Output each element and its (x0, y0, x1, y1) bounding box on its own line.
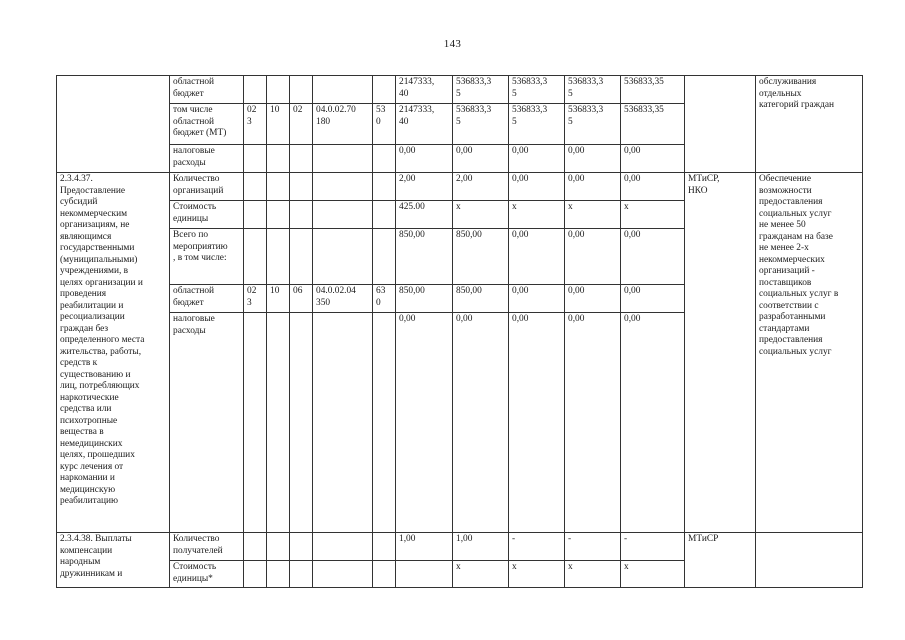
vr-cell (373, 145, 396, 173)
rz-cell (267, 561, 290, 588)
executor-cell: МТиСР, НКО (685, 173, 756, 533)
total-cell (396, 561, 453, 588)
grbs-cell (244, 201, 267, 229)
csr-cell (313, 533, 373, 561)
csr-cell: 04.0.02.04 350 (313, 285, 373, 313)
rz-cell (267, 533, 290, 561)
year-4-cell: 536833,35 (621, 76, 685, 104)
activity-cell: 2.3.4.37. Предоставление субсидий некоммерческим организациям, не являющимся государственными (муниципальными) учреждениями, в целях организации и проведения реабилитации и ресоциализации граждан без определенного места жительства, работы, средств к существованию и лиц, потребляющих наркотические средства или психотропные вещества в немедицинских целях, прошедших курс лечения от наркомании и медицинскую реабилитацию (57, 173, 170, 533)
rz-cell (267, 145, 290, 173)
total-cell: 2,00 (396, 173, 453, 201)
csr-cell (313, 76, 373, 104)
year-1-cell: 1,00 (453, 533, 509, 561)
year-3-cell: 0,00 (565, 173, 621, 201)
year-2-cell: 0,00 (509, 313, 565, 533)
budget-program-table (56, 75, 863, 588)
vr-cell: 63 0 (373, 285, 396, 313)
indicator-cell: Всего по мероприятию , в том числе: (170, 229, 244, 285)
executor-cell (685, 76, 756, 173)
vr-cell (373, 313, 396, 533)
grbs-cell (244, 173, 267, 201)
grbs-cell: 02 3 (244, 104, 267, 145)
executor-cell: МТиСР (685, 533, 756, 588)
total-cell: 2147333, 40 (396, 76, 453, 104)
table-row (57, 533, 863, 561)
indicator-cell: налоговые расходы (170, 313, 244, 533)
grbs-cell: 02 3 (244, 285, 267, 313)
csr-cell (313, 313, 373, 533)
pr-cell (290, 145, 313, 173)
rz-cell (267, 313, 290, 533)
year-2-cell: 0,00 (509, 173, 565, 201)
year-4-cell: - (621, 533, 685, 561)
csr-cell (313, 561, 373, 588)
year-2-cell: 0,00 (509, 285, 565, 313)
indicator-cell: Количество организаций (170, 173, 244, 201)
csr-cell (313, 173, 373, 201)
activity-cell (57, 76, 170, 173)
year-2-cell: х (509, 201, 565, 229)
year-2-cell: - (509, 533, 565, 561)
vr-cell (373, 229, 396, 285)
year-1-cell: 536833,3 5 (453, 76, 509, 104)
table-row (57, 76, 863, 104)
indicator-cell: областной бюджет (170, 76, 244, 104)
csr-cell (313, 145, 373, 173)
pr-cell (290, 173, 313, 201)
result-cell: Обеспечение возможности предоставления социальных услуг не менее 50 гражданам на базе не менее 2-х некоммерческих организаций - поставщиков социальных услуг в соответствии с разработанными стандартами предоставления социальных услуг (756, 173, 863, 533)
year-3-cell: 0,00 (565, 285, 621, 313)
indicator-cell: налоговые расходы (170, 145, 244, 173)
rz-cell (267, 201, 290, 229)
indicator-cell: Стоимость единицы* (170, 561, 244, 588)
total-cell: 0,00 (396, 145, 453, 173)
activity-cell: 2.3.4.38. Выплаты компенсации народным дружинникам и (57, 533, 170, 588)
year-3-cell: х (565, 201, 621, 229)
year-1-cell: 2,00 (453, 173, 509, 201)
total-cell: 850,00 (396, 285, 453, 313)
year-1-cell: х (453, 201, 509, 229)
year-4-cell: 0,00 (621, 173, 685, 201)
grbs-cell (244, 561, 267, 588)
year-1-cell: 0,00 (453, 145, 509, 173)
grbs-cell (244, 145, 267, 173)
year-2-cell: х (509, 561, 565, 588)
rz-cell: 10 (267, 104, 290, 145)
year-3-cell: 0,00 (565, 313, 621, 533)
rz-cell: 10 (267, 285, 290, 313)
table-row (57, 173, 863, 201)
year-4-cell: х (621, 561, 685, 588)
year-4-cell: 0,00 (621, 313, 685, 533)
csr-cell (313, 201, 373, 229)
year-3-cell: 0,00 (565, 145, 621, 173)
year-3-cell: 536833,3 5 (565, 104, 621, 145)
year-2-cell: 536833,3 5 (509, 76, 565, 104)
year-2-cell: 0,00 (509, 229, 565, 285)
year-2-cell: 0,00 (509, 145, 565, 173)
grbs-cell (244, 76, 267, 104)
pr-cell: 06 (290, 285, 313, 313)
pr-cell (290, 201, 313, 229)
indicator-cell: областной бюджет (170, 285, 244, 313)
total-cell: 2147333, 40 (396, 104, 453, 145)
grbs-cell (244, 313, 267, 533)
vr-cell (373, 561, 396, 588)
csr-cell: 04.0.02.70 180 (313, 104, 373, 145)
indicator-cell: Количество получателей (170, 533, 244, 561)
rz-cell (267, 173, 290, 201)
year-1-cell: 850,00 (453, 229, 509, 285)
indicator-cell: Стоимость единицы (170, 201, 244, 229)
year-1-cell: 850,00 (453, 285, 509, 313)
year-4-cell: х (621, 201, 685, 229)
year-3-cell: х (565, 561, 621, 588)
total-cell: 1,00 (396, 533, 453, 561)
year-4-cell: 0,00 (621, 229, 685, 285)
vr-cell (373, 173, 396, 201)
vr-cell: 53 0 (373, 104, 396, 145)
year-2-cell: 536833,3 5 (509, 104, 565, 145)
year-1-cell: 536833,3 5 (453, 104, 509, 145)
year-4-cell: 0,00 (621, 145, 685, 173)
pr-cell (290, 76, 313, 104)
year-1-cell: х (453, 561, 509, 588)
pr-cell (290, 561, 313, 588)
pr-cell (290, 533, 313, 561)
total-cell: 0,00 (396, 313, 453, 533)
result-cell (756, 533, 863, 588)
vr-cell (373, 533, 396, 561)
grbs-cell (244, 533, 267, 561)
csr-cell (313, 229, 373, 285)
result-cell: обслуживания отдельных категорий граждан (756, 76, 863, 173)
pr-cell: 02 (290, 104, 313, 145)
year-3-cell: 536833,3 5 (565, 76, 621, 104)
total-cell: 850,00 (396, 229, 453, 285)
year-1-cell: 0,00 (453, 313, 509, 533)
page-number: 143 (443, 38, 462, 50)
vr-cell (373, 76, 396, 104)
year-3-cell: - (565, 533, 621, 561)
year-4-cell: 0,00 (621, 285, 685, 313)
rz-cell (267, 76, 290, 104)
pr-cell (290, 313, 313, 533)
year-3-cell: 0,00 (565, 229, 621, 285)
vr-cell (373, 201, 396, 229)
pr-cell (290, 229, 313, 285)
total-cell: 425.00 (396, 201, 453, 229)
grbs-cell (244, 229, 267, 285)
year-4-cell: 536833,35 (621, 104, 685, 145)
indicator-cell: том числе областной бюджет (МТ) (170, 104, 244, 145)
rz-cell (267, 229, 290, 285)
